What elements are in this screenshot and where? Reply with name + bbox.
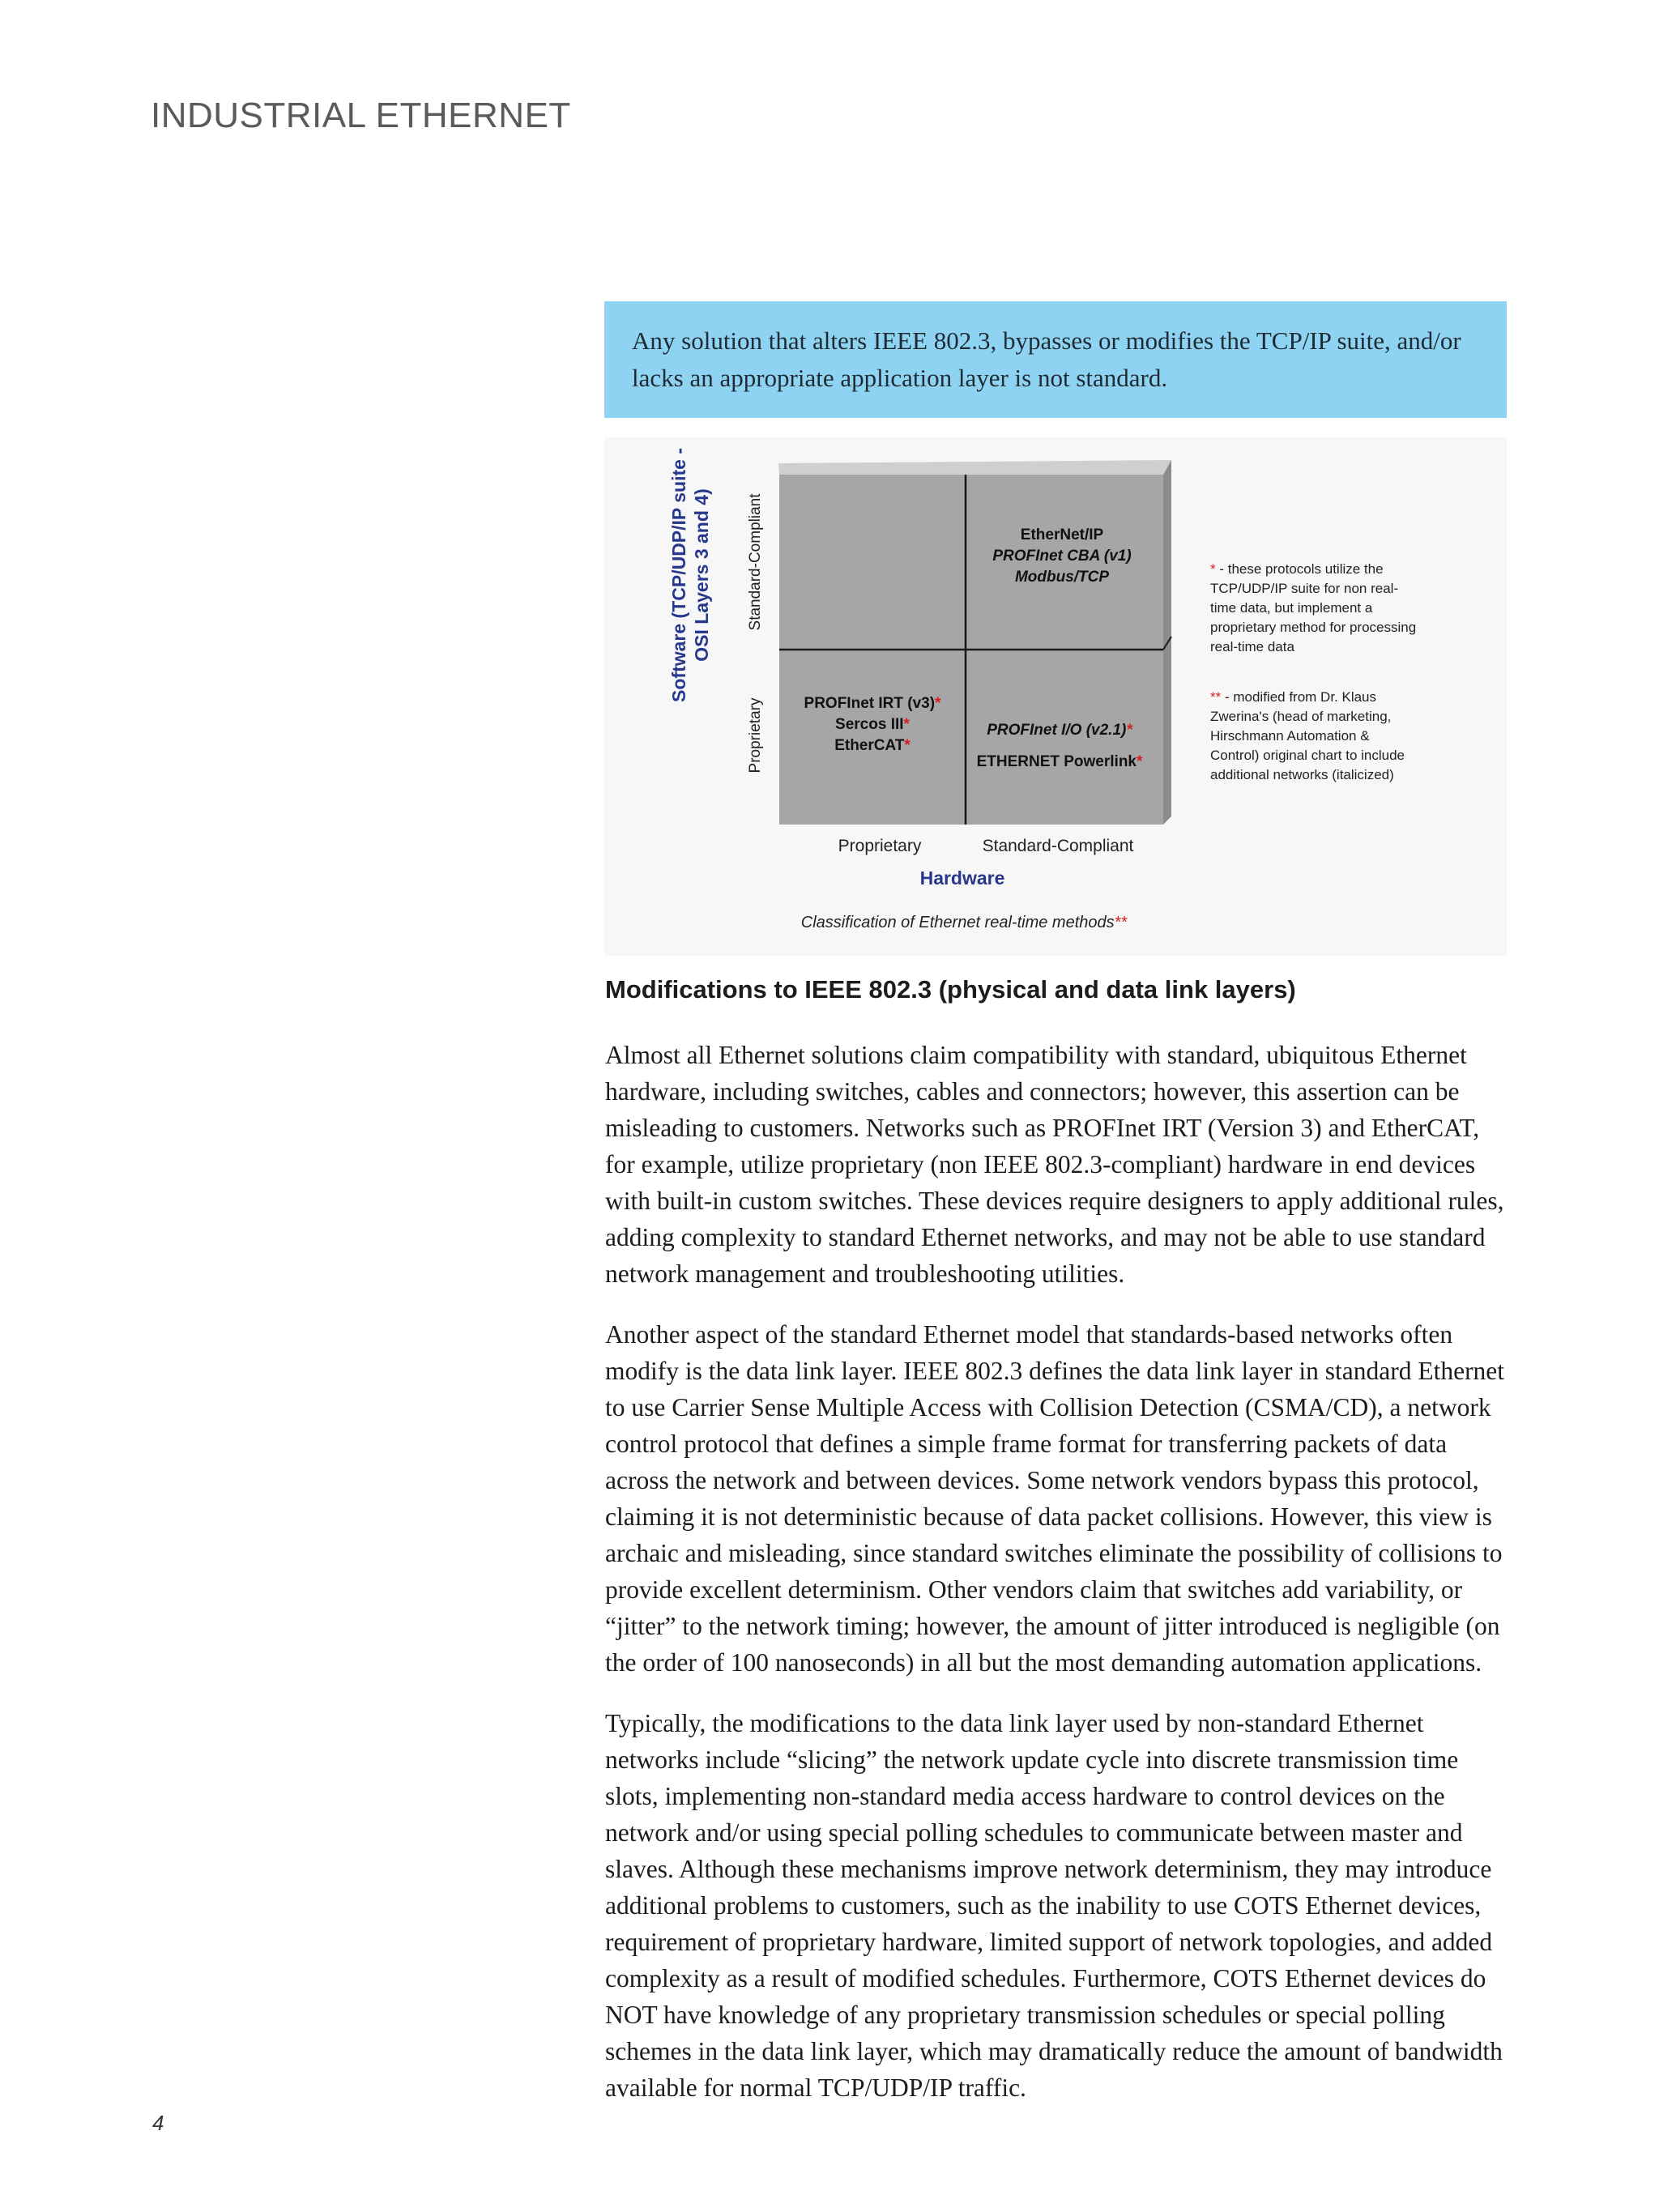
note-protocols: * - these protocols utilize the TCP/UDP/IP suite for non real- time data, but implement a proprietary method for processing real-time data (1210, 561, 1417, 654)
x-axis-title: Hardware (919, 867, 1005, 889)
protocol-mark: * (903, 716, 910, 733)
y-axis-title-line1: Software (TCP/UDP/IP suite - (668, 448, 689, 702)
running-header: INDUSTRIAL ETHERNET (151, 96, 571, 135)
note-mark: * (1210, 561, 1216, 577)
protocol-modbus-tcp: Modbus/TCP (1014, 569, 1110, 586)
body-text (605, 1037, 1512, 2130)
note-mark: ** (1210, 689, 1222, 705)
callout-text: Any solution that alters IEEE 802.3, bypasses or modifies the TCP/IP suite, and/or lacks an appropriate application layer is not standard. (632, 326, 1461, 392)
x-label-proprietary: Proprietary (838, 837, 922, 855)
caption-mark: ** (1114, 914, 1128, 931)
protocol-mark: * (1137, 753, 1143, 770)
callout-box (604, 301, 1507, 418)
paragraph: Almost all Ethernet solutions claim compatibility with standard, ubiquitous Ethernet hardware, including switches, cables and connectors; however, this assertion can be misleading to customers. Networks such as PROFInet IRT (Version 3) and EtherCAT, for example, utilize proprietary (non IEEE 802.3-compliant) hardware in end devices with built-in custom switches. These devices require designers to apply additional rules, adding complexity to standard Ethernet networks, and may not be able to use standard network management and troubleshooting utilities. (605, 1041, 1504, 1288)
y-axis-title-line2: OSI Layers 3 and 4) (691, 488, 712, 662)
y-label-standard-compliant: Standard-Compliant (747, 493, 764, 631)
figure-caption: Classification of Ethernet real-time methods** (800, 914, 1128, 931)
protocol-mark: * (935, 695, 941, 712)
protocol-profinet-cba: PROFInet CBA (v1) (992, 548, 1132, 565)
paragraph: Typically, the modifications to the data link layer used by non-standard Ethernet networks include “slicing” the network update cycle into discrete transmission time slots, implementing non-standard media access hardware to control devices on the network and/or using special polling schedules to communicate between master and slaves. Although these mechanisms improve network determinism, they may introduce additional problems to customers, such as the inability to use COTS Ethernet devices, requirement of proprietary hardware, limited support of network topologies, and added complexity as a result of modified schedules. Furthermore, COTS Ethernet devices do NOT have knowledge of any proprietary transmission schedules or special polling schemes in the data link layer, which may dramatically reduce the amount of bandwidth available for normal TCP/UDP/IP traffic. (605, 1709, 1503, 2102)
protocol-profinet-io: PROFInet I/O (v2.1)* (987, 722, 1132, 739)
protocol-ethercat: EtherCAT* (834, 737, 911, 754)
y-label-proprietary: Proprietary (747, 697, 764, 774)
protocol-mark: * (904, 737, 911, 754)
protocol-profinet-irt: PROFInet IRT (v3)* (804, 695, 941, 712)
protocol-ethernet-powerlink: ETHERNET Powerlink* (976, 753, 1143, 770)
classification-diagram (604, 437, 1507, 956)
diagram-box-top-edge (778, 460, 1171, 475)
classification-figure (604, 437, 1507, 956)
section-heading: Modifications to IEEE 802.3 (physical and data link layers) (605, 975, 1296, 1004)
protocol-sercos-iii: Sercos III* (835, 716, 910, 733)
note-source: ** - modified from Dr. Klaus Zwerina's (head of marketing, Hirschmann Automation & Control) original chart to include additional networks (italicized) (1210, 689, 1405, 782)
page-number: 4 (152, 2111, 164, 2135)
protocol-mark: * (1126, 722, 1132, 739)
paragraph: Another aspect of the standard Ethernet model that standards-based networks often modify is the data link layer. IEEE 802.3 defines the data link layer in standard Ethernet to use Carrier Sense Multiple Access with Collision Detection (CSMA/CD), a network control protocol that defines a simple frame format for transferring packets of data across the network and between devices. Some network vendors bypass this protocol, claiming it is not deterministic because of data packet collisions. However, this view is archaic and misleading, since standard switches eliminate the possibility of collisions to provide excellent determinism. Other vendors claim that switches add variability, or “jitter” to the network timing; however, the amount of jitter introduced is negligible (on the order of 100 nanoseconds) in all but the most demanding automation applications. (605, 1320, 1505, 1677)
protocol-ethernet-ip: EtherNet/IP (1020, 526, 1104, 543)
x-label-standard-compliant: Standard-Compliant (982, 837, 1134, 855)
